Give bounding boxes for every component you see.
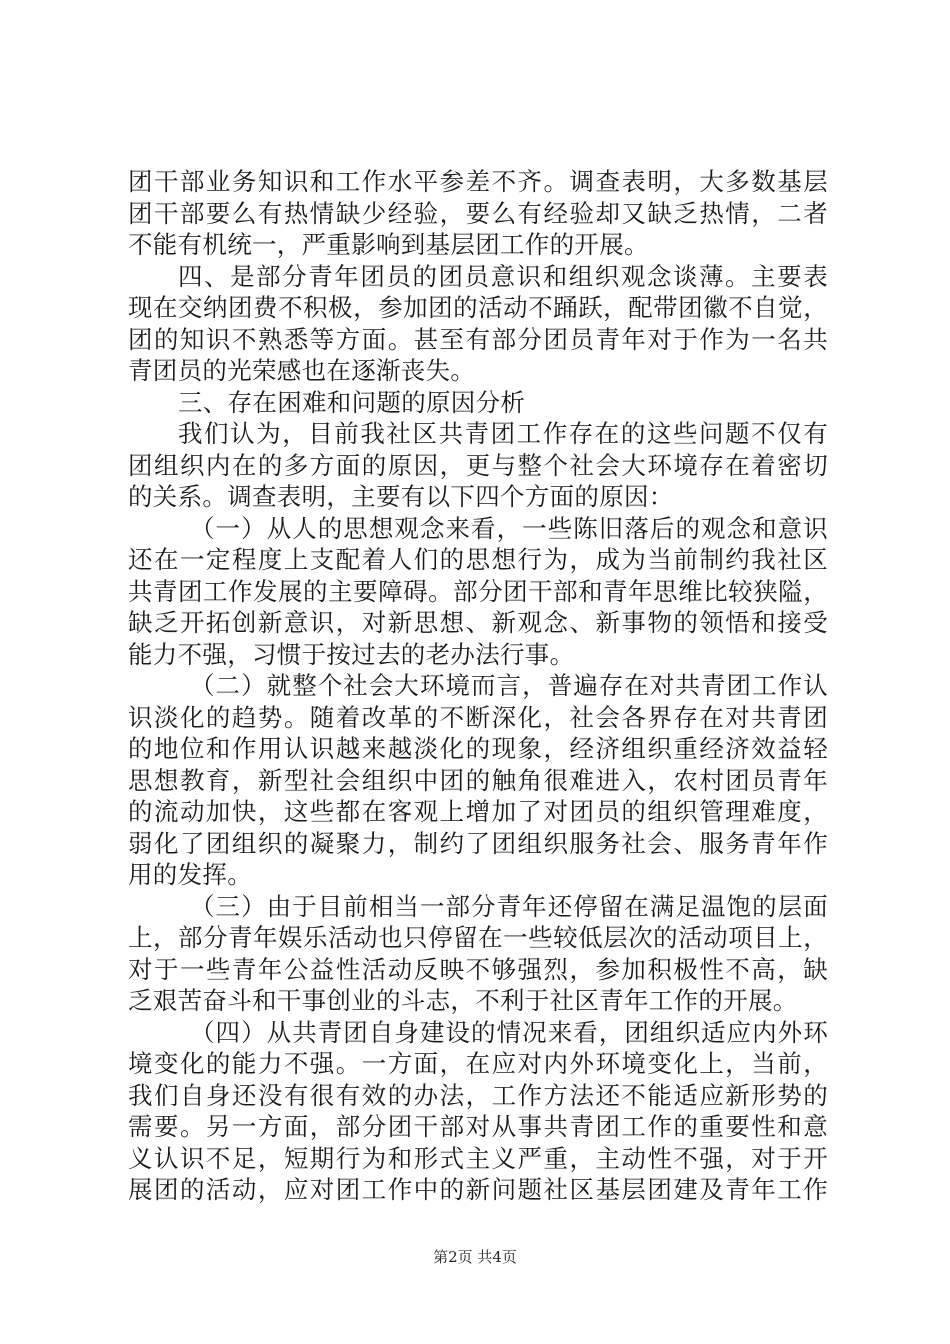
text-line: 识淡化的趋势。随着改革的不断深化，社会各界存在对共青团 bbox=[128, 702, 828, 732]
text-line: 四、是部分青年团员的团员意识和组织观念谈薄。主要表 bbox=[178, 261, 828, 291]
text-line: 我们认为，目前我社区共青团工作存在的这些问题不仅有 bbox=[178, 419, 828, 448]
text-line: （四）从共青团自身建设的情况来看，团组织适应内外环 bbox=[190, 1017, 828, 1047]
text-line: 上，部分青年娱乐活动也只停留在一些较低层次的活动项目上， bbox=[128, 923, 828, 952]
text-line: 三、存在困难和问题的原因分析 bbox=[178, 387, 526, 417]
text-line: （二）就整个社会大环境而言，普遍存在对共青团工作认 bbox=[190, 671, 828, 700]
text-line: 团干部要么有热情缺少经验，要么有经验却又缺乏热情，二者 bbox=[128, 198, 828, 228]
text-line: 展团的活动，应对团工作中的新问题社区基层团建及青年工作 bbox=[128, 1175, 828, 1204]
text-line: 团的知识不熟悉等方面。甚至有部分团员青年对于作为一名共 bbox=[128, 324, 828, 354]
text-line: 义认识不足，短期行为和形式主义严重，主动性不强，对于开 bbox=[128, 1143, 828, 1173]
text-line: 的关系。调查表明，主要有以下四个方面的原因： bbox=[128, 482, 674, 511]
text-line: 弱化了团组织的凝聚力，制约了团组织服务社会、服务青年作 bbox=[128, 828, 828, 858]
text-line: 的流动加快，这些都在客观上增加了对团员的组织管理难度， bbox=[128, 797, 828, 826]
text-line: 共青团工作发展的主要障碍。部分团干部和青年思维比较狭隘， bbox=[128, 576, 828, 606]
text-line: 不能有机统一，严重影响到基层团工作的开展。 bbox=[128, 230, 649, 259]
text-line: 团干部业务知识和工作水平参差不齐。调查表明，大多数基层 bbox=[128, 167, 828, 196]
page-footer: 第2页 共4页 bbox=[433, 1248, 517, 1266]
text-line: 还在一定程度上支配着人们的思想行为，成为当前制约我社区 bbox=[128, 545, 828, 574]
text-line: 团组织内在的多方面的原因，更与整个社会大环境存在着密切 bbox=[128, 450, 828, 480]
text-line: 青团员的光荣感也在逐渐丧失。 bbox=[128, 356, 476, 385]
text-line: 境变化的能力不强。一方面，在应对内外环境变化上，当前， bbox=[128, 1049, 828, 1078]
text-line: 现在交纳团费不积极，参加团的活动不踊跃，配带团徽不自觉， bbox=[128, 293, 828, 322]
text-line: 我们自身还没有很有效的办法，工作方法还不能适应新形势的 bbox=[128, 1080, 828, 1110]
text-line: 用的发挥。 bbox=[128, 860, 252, 889]
text-line: 思想教育，新型社会组织中团的触角很难进入，农村团员青年 bbox=[128, 765, 828, 795]
text-line: 需要。另一方面，部分团干部对从事共青团工作的重要性和意 bbox=[128, 1112, 828, 1141]
text-line: 乏艰苦奋斗和干事创业的斗志，不利于社区青年工作的开展。 bbox=[128, 986, 798, 1015]
text-line: 缺乏开拓创新意识，对新思想、新观念、新事物的领悟和接受 bbox=[128, 608, 828, 637]
text-line: （一）从人的思想观念来看，一些陈旧落后的观念和意识 bbox=[190, 513, 828, 543]
text-line: 能力不强，习惯于按过去的老办法行事。 bbox=[128, 639, 575, 669]
document-body bbox=[128, 166, 828, 1206]
text-line: （三）由于目前相当一部分青年还停留在满足温饱的层面 bbox=[190, 891, 828, 921]
text-line: 对于一些青年公益性活动反映不够强烈，参加积极性不高，缺 bbox=[128, 954, 828, 984]
text-line: 的地位和作用认识越来越淡化的现象，经济组织重经济效益轻 bbox=[128, 734, 828, 763]
